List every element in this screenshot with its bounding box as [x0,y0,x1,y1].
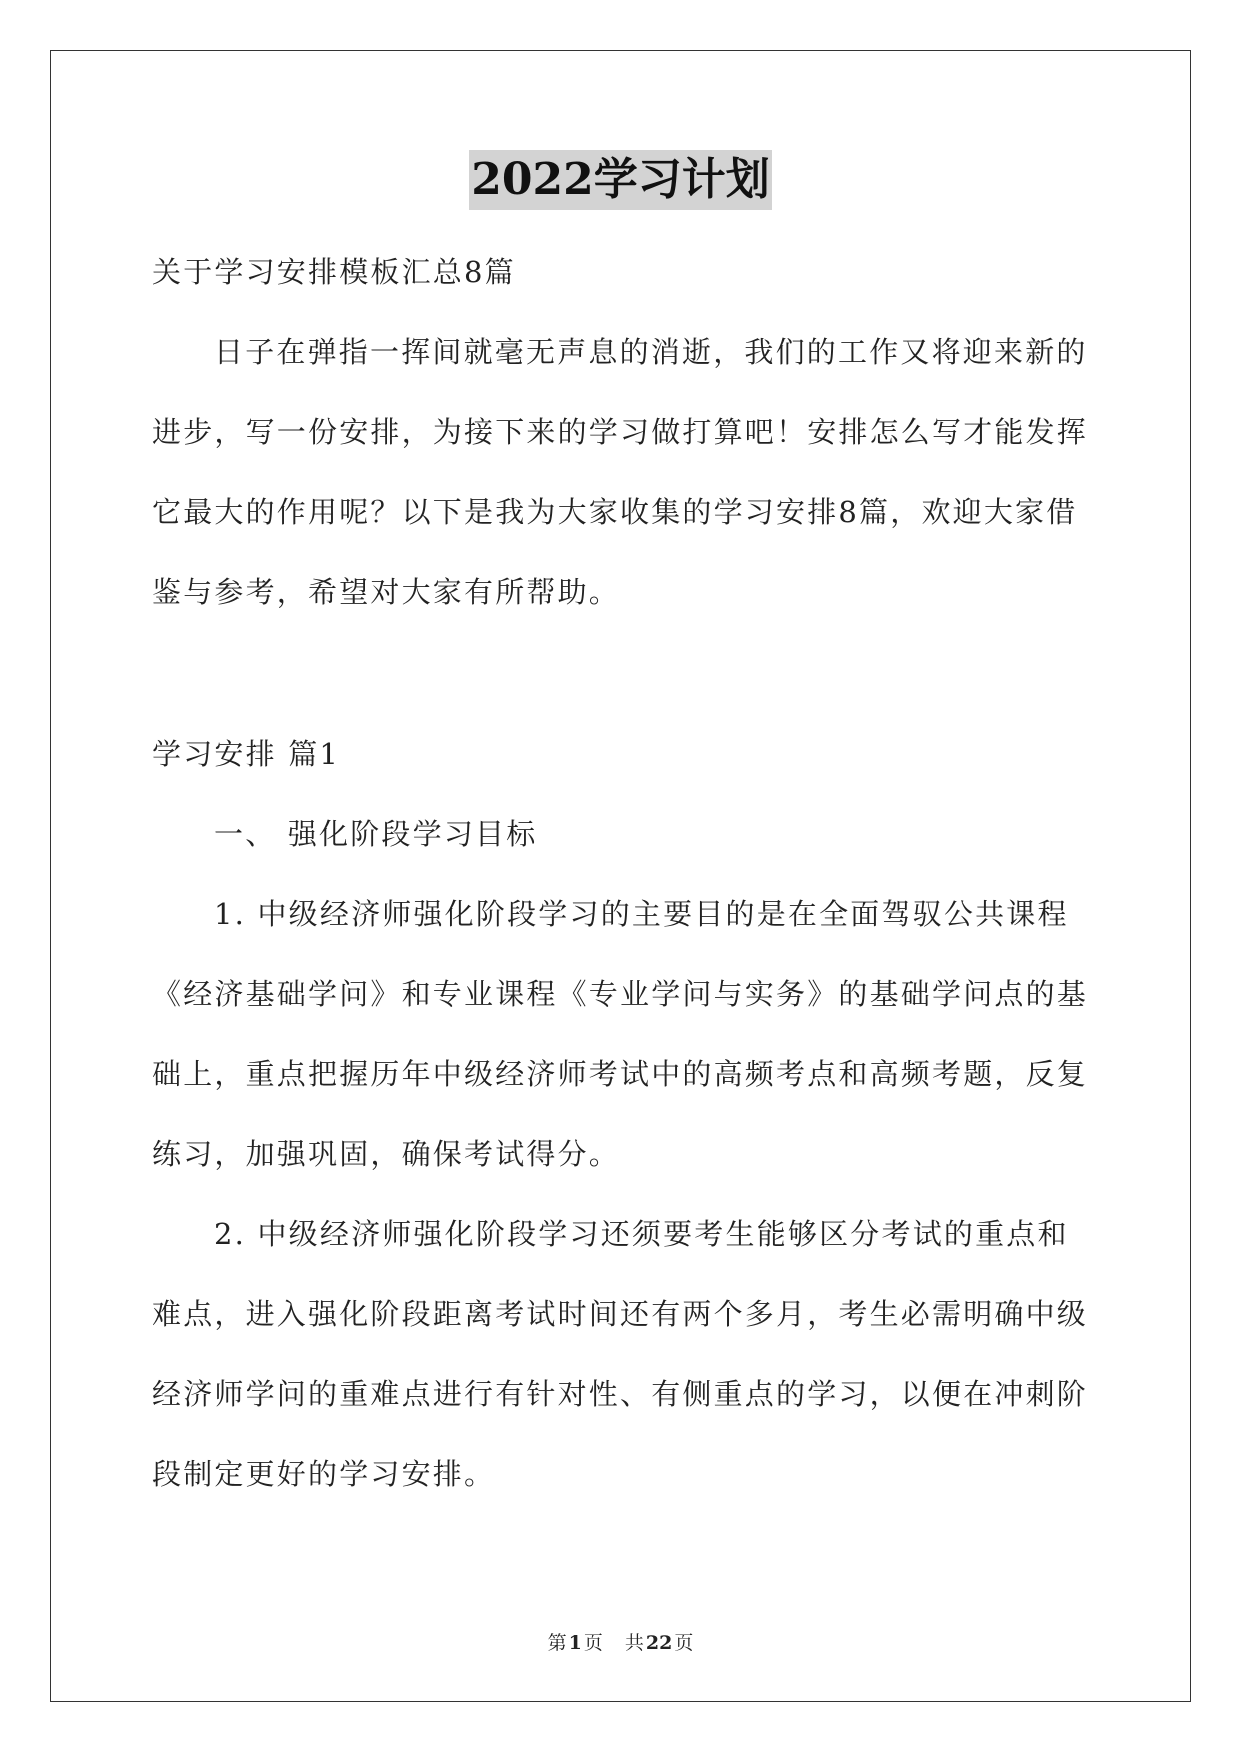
paragraph-line: 础上，重点把握历年中级经济师考试中的高频考点和高频考题，反复 [152,1057,1089,1091]
intro-line: 日子在弹指一挥间就毫无声息的消逝，我们的工作又将迎来新的 [214,335,1088,369]
document-title: 2022学习计划 [469,150,771,210]
intro-line: 它最大的作用呢？以下是我为大家收集的学习安排8篇，欢迎大家借 [152,495,1078,529]
document-subtitle: 关于学习安排模板汇总8篇 [152,255,516,289]
paragraph-line: 段制定更好的学习安排。 [152,1457,496,1491]
intro-line: 鉴与参考，希望对大家有所帮助。 [152,575,621,609]
title-container [0,150,1241,210]
paragraph-line: 2. 中级经济师强化阶段学习还须要考生能够区分考试的重点和 [214,1217,1069,1251]
paragraph-line: 经济师学问的重难点进行有针对性、有侧重点的学习，以便在冲刺阶 [152,1377,1089,1411]
paragraph-line: 1. 中级经济师强化阶段学习的主要目的是在全面驾驭公共课程 [214,897,1069,931]
total-prefix: 共 [624,1632,644,1654]
subheading: 一、 强化阶段学习目标 [214,817,538,851]
paragraph-line: 难点，进入强化阶段距离考试时间还有两个多月，考生必需明确中级 [152,1297,1089,1331]
total-suffix: 页 [674,1632,694,1654]
section-heading: 学习安排 篇1 [152,737,341,771]
total-pages: 22 [645,1632,673,1654]
page-footer [0,1628,1241,1655]
page-suffix: 页 [583,1632,603,1654]
document-body [152,232,1092,1514]
section-gap [152,632,1092,714]
intro-line: 进步，写一份安排，为接下来的学习做打算吧！安排怎么写才能发挥 [152,415,1089,449]
paragraph-line: 《经济基础学问》和专业课程《专业学问与实务》的基础学问点的基 [152,977,1089,1011]
paragraph-line: 练习，加强巩固，确保考试得分。 [152,1137,621,1171]
page-prefix: 第 [547,1632,567,1654]
page-number: 1 [568,1632,582,1654]
